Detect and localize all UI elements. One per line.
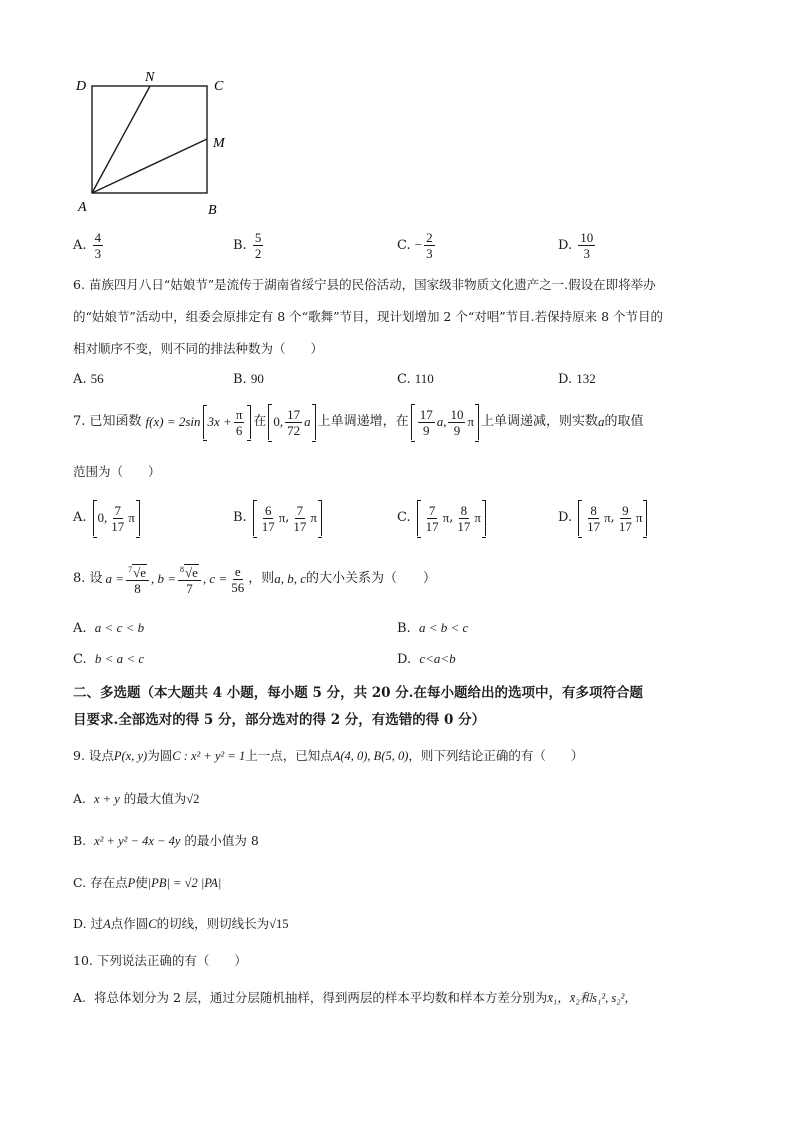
q6-stem-line1: 6. 苗族四月八日“姑娘节”是流传于湖南省绥宁县的民俗活动，国家级非物质文化遗产之一.假设在即将举办 <box>73 277 656 292</box>
q7-option-c[interactable]: C. $\frac{7}{17}$ π , $\frac{8}{17}$ π <box>397 500 486 536</box>
label-n: N <box>145 70 155 85</box>
square-abcd <box>92 86 207 193</box>
q5-option-a[interactable]: A. $\frac{4}{3}$ <box>73 230 102 261</box>
q8-option-d[interactable]: D. c<a<b <box>397 651 456 667</box>
section-heading-line1: 二、多选题（本大题共 4 小题，每小题 5 分，共 20 分.在每小题给出的选项中，有多项符合题 <box>73 685 643 701</box>
q9-option-c[interactable]: C. 存在点P使|PB| = √2 |PA| <box>73 875 222 890</box>
q6-stem-line3: 相对顺序不变，则不同的排法种数为（ ） <box>73 341 324 356</box>
label-b: B <box>208 203 217 218</box>
q7-stem-line1: 7. 已知函数 f(x) = 2sin 3x + $\frac{\pi}{6}$ 在 0, $\frac{17}{72}$ a 上单调递增，在 $\frac{17}{9}$ a, $\frac{10}{9}$ π 上单调递减，则实数 a 的取值 <box>73 404 644 440</box>
label-m: M <box>213 136 225 151</box>
q8-option-c[interactable]: C. b < a < c <box>73 651 145 667</box>
q8-stem: 8. 设 a = $\frac{^7√e}{8}$ , b = $\frac{^8√e}{7}$ , c = $\frac{e}{56}$ ，则 a, b, c 的大小关系为（ ） <box>73 563 437 597</box>
fraction: $\frac{5}{2}$ <box>254 230 262 261</box>
segment-an <box>92 86 150 193</box>
q6-stem-line2: 的“姑娘节”活动中，组委会原排定有 8 个“歌舞”节目，现计划增加 2 个“对唱”节目.若保持原来 8 个节目的 <box>73 309 664 324</box>
q7-stem-line2: 范围为（ ） <box>73 464 161 479</box>
label-a: A <box>78 200 87 215</box>
q6-option-c[interactable]: C. 110 <box>397 371 434 387</box>
q5-option-d[interactable]: D. $\frac{10}{3}$ <box>558 230 594 261</box>
fraction: $\frac{2}{3}$ <box>426 230 433 261</box>
q7-option-d[interactable]: D. $\frac{8}{17}$ π , $\frac{9}{17}$ π <box>558 500 647 536</box>
fraction: $\frac{10}{3}$ <box>580 230 594 261</box>
q10-option-a[interactable]: A. 将总体划分为 2 层，通过分层随机抽样，得到两层的样本平均数和样本方差分别为x̄₁，x̄₂和s₁², s₂²， <box>73 990 637 1005</box>
q9-option-b[interactable]: B. x² + y² − 4x − 4y 的最小值为 8 <box>73 833 259 848</box>
geometry-figure <box>70 66 240 226</box>
q6-option-d[interactable]: D. 132 <box>558 371 596 387</box>
q9-option-d[interactable]: D. 过A点作圆C的切线，则切线长为√15 <box>73 916 289 931</box>
q8-option-a[interactable]: A. a < c < b <box>73 620 145 636</box>
q8-option-b[interactable]: B. a < b < c <box>397 620 469 636</box>
q5-option-c[interactable]: C. − $\frac{2}{3}$ <box>397 230 433 261</box>
q10-stem: 10. 下列说法正确的有（ ） <box>73 953 247 968</box>
q5-option-b[interactable]: B. $\frac{5}{2}$ <box>233 230 262 261</box>
label-c: C <box>214 79 224 94</box>
q6-option-b[interactable]: B. 90 <box>233 371 264 387</box>
q7-option-a[interactable]: A. 0, $\frac{7}{17}$ π <box>73 500 140 536</box>
q6-option-a[interactable]: A. 56 <box>73 371 104 387</box>
label-d: D <box>76 79 87 94</box>
section-heading-line2: 目要求.全部选对的得 5 分，部分选对的得 2 分，有选错的得 0 分） <box>73 712 486 728</box>
q7-option-b[interactable]: B. $\frac{6}{17}$ π , $\frac{7}{17}$ π <box>233 500 322 536</box>
fraction: $\frac{4}{3}$ <box>94 230 102 261</box>
q9-option-a[interactable]: A. x + y 的最大值为√2 <box>73 791 200 806</box>
q9-stem: 9. 设点P(x, y)为圆C : x² + y² = 1上一点，已知点A(4, 0), B(5, 0)，则下列结论正确的有（ ） <box>73 748 584 763</box>
segment-am <box>92 139 207 193</box>
